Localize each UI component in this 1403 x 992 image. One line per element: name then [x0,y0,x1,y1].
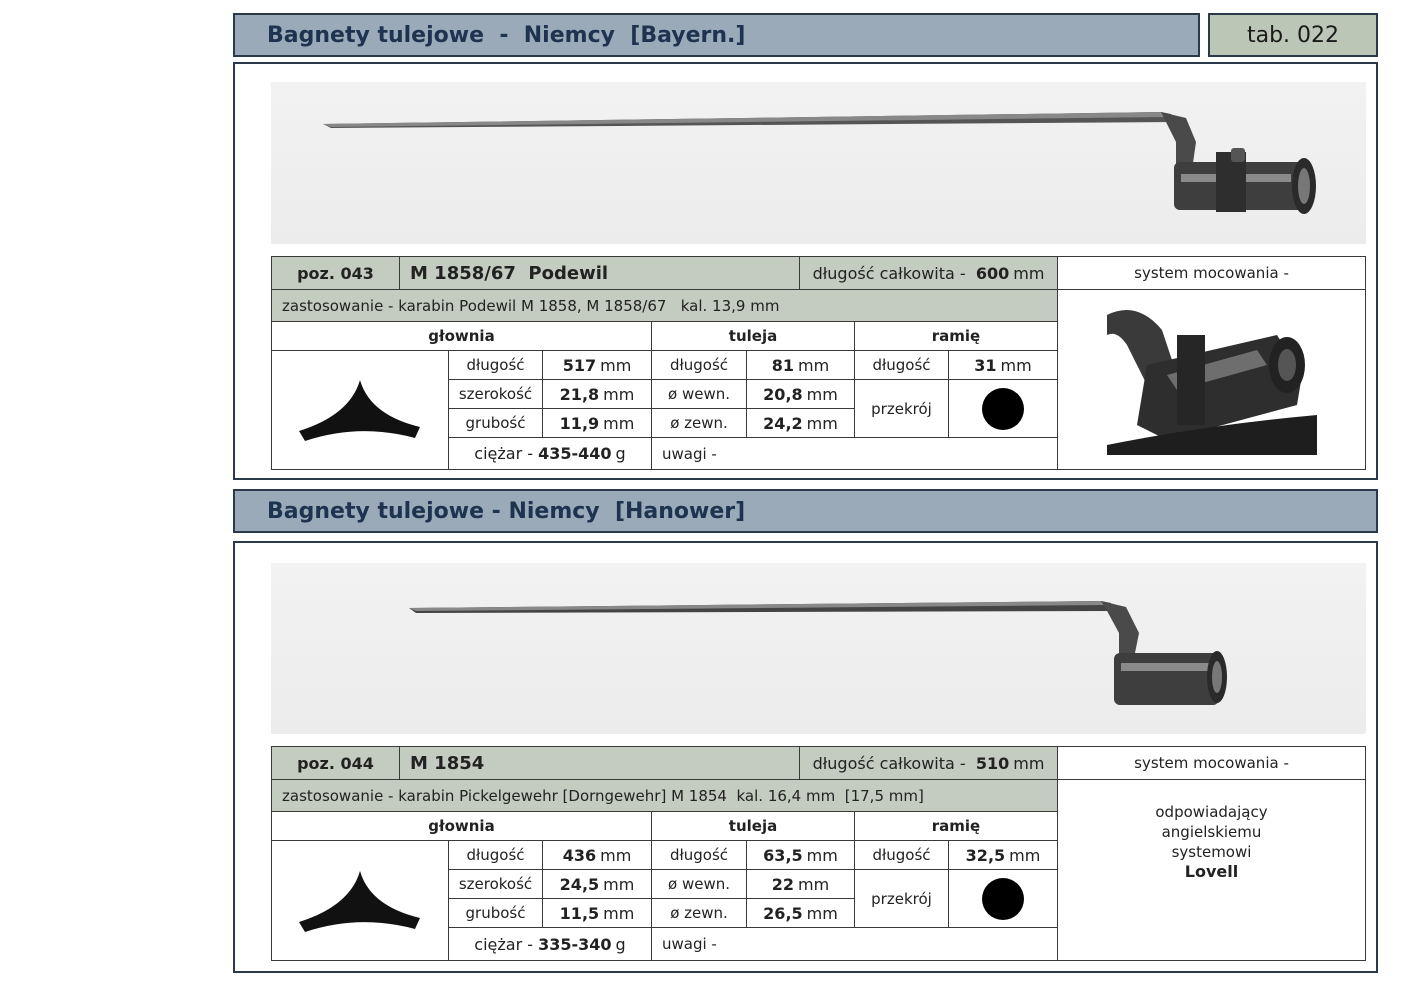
socket-photo-image [1107,305,1317,455]
socket-header: tuleja [651,321,855,351]
bayonet-image [271,82,1366,244]
socket-outer-label: ø zewn. [651,408,747,438]
table-number [1208,13,1378,57]
blade-header: głownia [271,811,652,841]
socket-outer-label: ø zewn. [651,898,747,928]
item-panel-044 [233,541,1378,973]
socket-outer-value: 24,2 mm [746,408,855,438]
spec-table [271,256,1366,470]
remarks-row: uwagi - [651,927,1058,961]
system-note-name: Lovell [1184,862,1239,881]
blade-length-label: długość [448,840,543,870]
weight-row: ciężar - 335-340 g [448,927,652,961]
socket-length-value: 81 mm [746,350,855,380]
system-note-line: odpowiadający [1155,803,1268,821]
section-header-hanower [233,489,1378,533]
arm-length-value: 32,5 mm [948,840,1058,870]
socket-inner-label: ø wewn. [651,379,747,409]
arm-length-label: długość [854,350,949,380]
blade-width-label: szerokość [448,869,543,899]
blade-cross-section [271,840,449,961]
section-header-bayern [233,13,1200,57]
round-section-icon [981,877,1025,921]
usage-row: zastosowanie - karabin Podewil M 1858, M 1858/67 kal. 13,9 mm [271,289,1058,322]
bayonet-photo [271,563,1366,734]
blade-width-value: 21,8 mm [542,379,652,409]
blade-thickness-label: grubość [448,898,543,928]
item-panel-043 [233,62,1378,480]
total-length: długość całkowita - 510 mm [799,746,1058,780]
socket-header: tuleja [651,811,855,841]
arm-section-label: przekrój [854,379,949,438]
spec-table [271,746,1366,961]
system-label: system mocowania - [1057,746,1366,780]
weight-value: 435-440 [538,444,612,463]
weight-value: 335-340 [538,934,612,954]
arm-section-label: przekrój [854,869,949,928]
blade-thickness-value: 11,5 mm [542,898,652,928]
total-length: długość całkowita - 600 mm [799,256,1058,290]
arm-length-label: długość [854,840,949,870]
usage-row: zastosowanie - karabin Pickelgewehr [Dorngewehr] M 1854 kal. 16,4 mm [17,5 mm] [271,779,1058,812]
table-number-label: tab. 022 [1246,22,1340,48]
weight-row: ciężar - 435-440 g [448,437,652,470]
position-number: poz. 044 [271,746,400,780]
blade-width-label: szerokość [448,379,543,409]
arm-header: ramię [854,321,1058,351]
blade-length-label: długość [448,350,543,380]
blade-length-value: 436 mm [542,840,652,870]
arm-section-shape [948,379,1058,438]
socket-length-label: długość [651,840,747,870]
blade-header: głownia [271,321,652,351]
round-section-icon [981,387,1025,431]
bayonet-image [271,563,1366,734]
total-length-value: 510 [975,753,1010,773]
arm-section-shape [948,869,1058,928]
socket-length-value: 63,5 mm [746,840,855,870]
system-note [1057,779,1366,961]
system-photo [1057,289,1366,470]
bayonet-photo [271,82,1366,244]
section-title: Bagnety tulejowe - Niemcy [Bayern.] [267,22,746,48]
socket-inner-value: 20,8 mm [746,379,855,409]
triangular-section-icon [295,375,425,445]
blade-length-value: 517 mm [542,350,652,380]
model-name: M 1854 [399,746,800,780]
system-label: system mocowania - [1057,256,1366,290]
position-number: poz. 043 [271,256,400,290]
arm-length-value: 31 mm [948,350,1058,380]
blade-thickness-value: 11,9 mm [542,408,652,438]
triangular-section-icon [295,866,425,936]
system-note-line: systemowi [1171,843,1252,861]
model-name: M 1858/67 Podewil [399,256,800,290]
blade-width-value: 24,5 mm [542,869,652,899]
socket-inner-value: 22 mm [746,869,855,899]
socket-inner-label: ø wewn. [651,869,747,899]
socket-length-label: długość [651,350,747,380]
blade-thickness-label: grubość [448,408,543,438]
socket-outer-value: 26,5 mm [746,898,855,928]
arm-header: ramię [854,811,1058,841]
blade-cross-section [271,350,449,470]
system-note-line: angielskiemu [1161,823,1262,841]
remarks-row: uwagi - [651,437,1058,470]
section-title: Bagnety tulejowe - Niemcy [Hanower] [267,498,746,524]
total-length-value: 600 [975,263,1010,283]
